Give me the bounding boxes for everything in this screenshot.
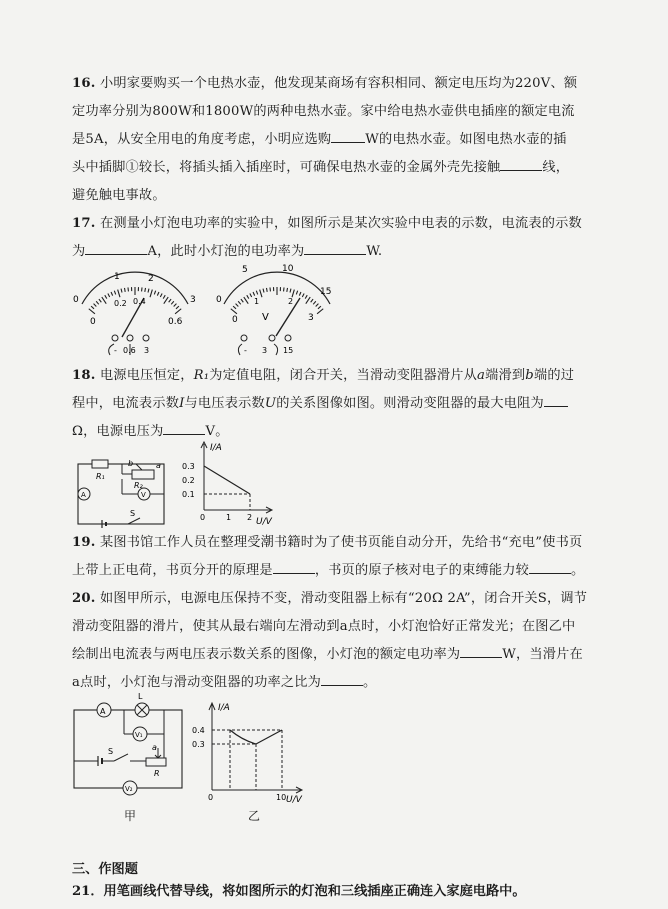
meter-tick: [174, 304, 177, 307]
meter-tick: [105, 295, 107, 298]
q20-v2-label: V₂: [125, 785, 133, 793]
meter-tick: [316, 304, 319, 307]
q20-blank-ratio[interactable]: [321, 669, 363, 686]
q16-blank-wire[interactable]: [500, 154, 542, 171]
q18-ytick-0: 0.3: [182, 462, 195, 471]
q19-blank-ability[interactable]: [529, 557, 571, 574]
q18-b: b: [525, 368, 534, 383]
q18-xtick-1: 1: [226, 513, 232, 522]
volt-lower-3: 3: [308, 313, 314, 323]
meter-tick: [157, 292, 159, 296]
q18-xtick-2: 2: [247, 513, 253, 522]
volt-terminal-3[interactable]: [269, 335, 275, 341]
q20-number: 20.: [72, 591, 96, 606]
q18-ytick-1: 0.2: [182, 476, 195, 485]
q18-iu-line: [204, 466, 250, 494]
volt-upper-0: 0: [216, 295, 222, 305]
meter-tick: [250, 293, 252, 297]
amm-term-label-3: 3: [144, 346, 150, 355]
q20-curve-v1: [230, 730, 256, 744]
amm-term-label-neg: -: [114, 346, 117, 355]
question-21: 21．用笔画线代替导线，将如图所示的灯泡和三线插座正确连入家庭电路中。: [72, 884, 526, 899]
volt-term-label-neg: -: [244, 346, 247, 355]
q18-s-label: S: [130, 509, 136, 518]
ammeter-figure: [70, 262, 200, 358]
r1-resistor: [92, 460, 108, 468]
meter-tick: [247, 295, 249, 298]
q17-line2b: A，此时小灯泡的电功率为: [147, 244, 305, 259]
q20-switch-icon[interactable]: [114, 754, 128, 761]
volt-lower-1: 1: [254, 297, 260, 306]
q20-blank-power[interactable]: [460, 641, 502, 658]
q17-line1: 在测量小灯泡电功率的实验中，如图所示是某次实验中电表的示数，电流表的示数: [99, 216, 582, 231]
q16-line4b: 线，: [542, 160, 570, 175]
volt-terminal-neg[interactable]: [241, 335, 247, 341]
meter-tick: [313, 301, 316, 304]
q16-blank-power[interactable]: [331, 126, 365, 143]
meter-tick: [238, 301, 241, 304]
q20-a-label: a: [152, 743, 157, 752]
meter-tick: [121, 289, 122, 293]
voltmeter-figure: [212, 258, 342, 358]
q18-switch-icon[interactable]: [128, 518, 140, 524]
meter-tick: [148, 289, 149, 293]
q18-l1g: 端的过: [533, 368, 575, 383]
q19-l2c: 。: [571, 563, 585, 578]
q18-l1e: 端滑到: [485, 368, 526, 383]
meter-tick: [171, 301, 174, 304]
meter-tick: [244, 297, 248, 304]
meter-tick: [287, 288, 288, 292]
section-3-heading: 三、作图题: [72, 862, 138, 877]
q20-l3a: 绘制出电流表与两电压表示数关系的图像，小灯泡的额定电功率为: [72, 647, 461, 662]
meter-tick: [296, 291, 297, 295]
volt-lower-2: 2: [288, 297, 294, 306]
meter-tick: [99, 299, 101, 302]
amm-lower-0: 0: [90, 317, 96, 327]
q18-ylabel: I/A: [210, 443, 222, 453]
meter-tick: [163, 295, 165, 298]
q20-amm-label: A: [100, 707, 106, 716]
q18-l3a: Ω，电源电压为: [72, 424, 164, 439]
q20-l3b: W，当滑片在: [502, 647, 583, 662]
q19-l2b: ，书页的原子核对电子的束缚能力较: [314, 563, 530, 578]
meter-tick: [290, 289, 291, 293]
meter-tick: [145, 288, 146, 292]
meter-tick: [114, 291, 115, 295]
q18-a: a: [477, 368, 486, 383]
volt-term-label-15: 15: [283, 346, 294, 355]
volt-lower-0: 0: [232, 315, 238, 325]
meter-tick: [96, 301, 99, 304]
amm-terminal-3[interactable]: [143, 335, 149, 341]
rheostat-r: [146, 758, 166, 766]
amm-terminal-06[interactable]: [127, 335, 133, 341]
q16-line3a: 是5A，从安全用电的角度考虑，小明应选购: [72, 132, 332, 147]
meter-tick: [263, 289, 264, 293]
amm-lower-1: 0.2: [114, 299, 127, 308]
meter-tick: [306, 297, 310, 304]
q18-amm-label: A: [81, 491, 86, 499]
amm-upper-0: 0: [73, 295, 79, 305]
meter-tick: [233, 306, 236, 309]
q18-a-label: a: [156, 461, 161, 470]
meter-tick: [318, 306, 321, 309]
meter-tick: [108, 293, 110, 297]
amm-upper-3: 3: [190, 295, 196, 305]
q20-l4b: 。: [363, 675, 377, 690]
q17-blank-current[interactable]: [85, 238, 147, 255]
q20-line2: 滑动变阻器的滑片，使其从最右端向左滑动到a点时，小灯泡恰好正常发光；在图乙中: [72, 619, 576, 634]
volt-unit: V: [262, 312, 269, 323]
amm-upper-2: 2: [148, 274, 154, 284]
volt-terminal-15[interactable]: [285, 335, 291, 341]
q17-line2c: W.: [366, 244, 383, 259]
meter-tick: [150, 290, 152, 298]
q20-v1-label: V₁: [135, 731, 143, 739]
amm-lower-2: 0.4: [133, 297, 146, 306]
r2-rheostat: [132, 470, 154, 479]
q18-graph: [176, 436, 286, 526]
q20-circuit-jia: [68, 692, 188, 800]
q18-ytick-2: 0.1: [182, 490, 195, 499]
q18-xlabel: U/V: [256, 517, 272, 527]
q18-l3b: V。: [205, 424, 229, 439]
q20-line1: 如图甲所示，电源电压保持不变，滑动变阻器上标有“20Ω 2A”，闭合开关S，调节: [99, 591, 588, 606]
amm-terminal-neg[interactable]: [112, 335, 118, 341]
q18-blank-resistance[interactable]: [544, 390, 568, 407]
q18-volt-label: V: [141, 491, 146, 499]
caption-yi: 乙: [248, 809, 261, 823]
q18-number: 18.: [72, 368, 96, 383]
q18-u: U: [264, 396, 277, 411]
q18-xtick-0: 0: [200, 513, 206, 522]
meter-tick: [176, 306, 179, 309]
volt-upper-15: 15: [320, 287, 332, 297]
q20-graph-yi: [186, 698, 316, 805]
q18-l2c: 与电压表示数: [184, 396, 265, 411]
amm-upper-1: 1: [114, 272, 120, 282]
amm-lower-3: 0.6: [168, 317, 183, 327]
meter-tick: [305, 295, 307, 298]
q16-line2: 定功率分别为800W和1800W的两种电热水壶。家中给电热水壶供电插座的额定电流: [72, 104, 575, 119]
q16-line1: 小明家要购买一个电热水壶，他发现某商场有容积相同、额定电压均为220V、额: [99, 76, 578, 91]
q20-xlabel: U/V: [286, 795, 302, 805]
meter-tick: [91, 306, 94, 309]
caption-jia: 甲: [124, 809, 137, 823]
q20-xtick-1: 10: [276, 793, 287, 802]
question-18: [72, 362, 612, 446]
meter-tick: [266, 288, 267, 292]
meter-tick: [124, 288, 125, 292]
q20-curve-v2: [256, 730, 282, 744]
q18-l2e: 的关系图像如图。则滑动变阻器的最大电阻为: [276, 396, 544, 411]
q20-ylabel: I/A: [218, 703, 230, 713]
q17-blank-power[interactable]: [304, 238, 366, 255]
q18-circuit: [72, 450, 172, 530]
meter-tick: [175, 309, 181, 314]
q20-s-label: S: [108, 747, 114, 756]
meter-tick: [241, 299, 243, 302]
q20-r-label: R: [154, 769, 160, 778]
q18-i: I: [179, 396, 185, 411]
q16-line5: 避免触电事故。: [72, 188, 166, 203]
q19-blank-principle[interactable]: [273, 557, 315, 574]
volt-upper-10: 10: [282, 264, 294, 274]
meter-tick: [311, 299, 313, 302]
q18-b-label: b: [128, 459, 134, 468]
q16-line3b: W的电热水壶。如图电热水壶的插: [365, 132, 567, 147]
q19-line1: 某图书馆工作人员在整理受潮书籍时为了使书页能自动分开，先给书“充电”使书页: [99, 535, 583, 550]
q17-number: 17.: [72, 216, 96, 231]
q16-line4a: 头中插脚①较长，将插头插入插座时，可确保电热水壶的金属外壳先接触: [72, 160, 501, 175]
meter-tick: [253, 292, 255, 296]
meter-tick: [154, 291, 155, 295]
meter-tick: [160, 293, 162, 297]
meter-tick: [236, 304, 239, 307]
question-17: [72, 210, 612, 266]
meter-tick: [302, 293, 304, 297]
q19-l2a: 上带上正电荷，书页分开的原理是: [72, 563, 273, 578]
meter-tick: [94, 304, 97, 307]
meter-tick: [256, 291, 257, 295]
meter-tick: [169, 299, 171, 302]
q20-xtick-0: 0: [208, 793, 214, 802]
meter-tick: [317, 309, 323, 314]
q16-number: 16.: [72, 76, 96, 91]
q18-r2-label: R₂: [134, 481, 143, 490]
question-16: [72, 70, 612, 210]
q18-l1c: 为定值电阻，闭合开关，当滑动变阻器滑片从: [209, 368, 478, 383]
meter-tick: [164, 297, 168, 304]
q19-number: 19.: [72, 535, 96, 550]
q20-ytick-0: 0.4: [192, 726, 205, 735]
meter-tick: [299, 292, 301, 296]
q18-l2a: 程中，电流表示数: [72, 396, 180, 411]
q18-r1-label: R₁: [96, 472, 105, 481]
meter-tick: [111, 292, 113, 296]
volt-upper-5: 5: [242, 265, 248, 275]
meter-tick: [231, 309, 237, 314]
q18-blank-voltage[interactable]: [163, 418, 205, 435]
question-20: [72, 585, 612, 697]
meter-tick: [102, 297, 106, 304]
q20-l4a: a点时，小灯泡与滑动变阻器的功率之比为: [72, 675, 322, 690]
q18-l1a: 电源电压恒定，: [99, 368, 194, 383]
meter-tick: [89, 309, 95, 314]
q18-r1: R₁: [193, 368, 210, 383]
amm-term-label-06: 0.6: [123, 346, 136, 355]
q20-ytick-1: 0.3: [192, 740, 205, 749]
meter-tick: [260, 290, 262, 298]
q17-line2a: 为: [72, 244, 86, 259]
question-19: [72, 529, 612, 585]
volt-term-label-3: 3: [262, 346, 268, 355]
q20-lamp-label: L: [138, 692, 143, 701]
meter-tick: [118, 290, 120, 298]
